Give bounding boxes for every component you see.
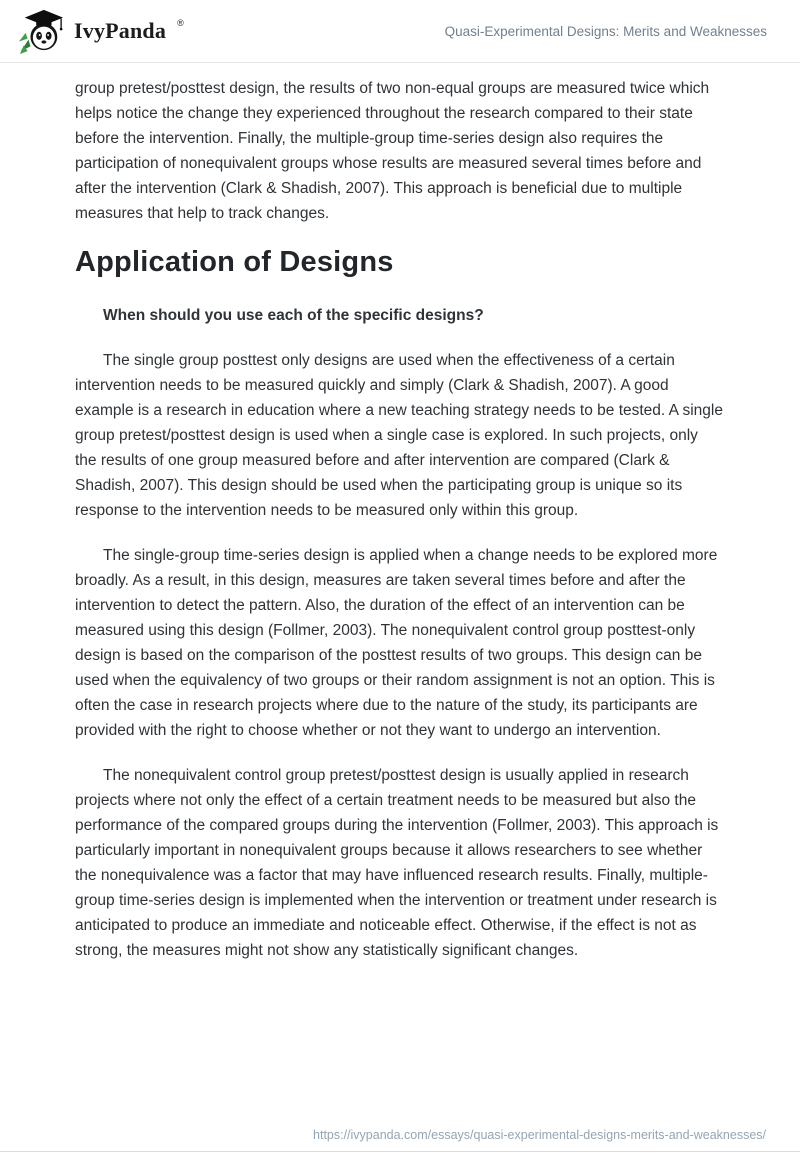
body-paragraph-3: The nonequivalent control group pretest/posttest design is usually applied in research projects where not only the effect of a certain treatment needs to be measured but also the performance of the compared groups during the intervention (Follmer, 2003). This approach is particularly important in nonequivalent groups because it allows researchers to see whether the nonequivalence was a factor that may have influenced research results. Finally, multiple-group time-series design is implemented when the intervention or treatment under research is anticipated to produce an immediate and noticeable effect. Otherwise, if the effect is not as strong, the measures might not show any statistically significant changes.	[75, 767, 719, 959]
registered-mark: ®	[177, 18, 184, 28]
footer-divider	[0, 1151, 800, 1160]
ivypanda-logo-icon	[18, 7, 64, 55]
body-paragraph-2: The single-group time-series design is applied when a change needs to be explored more broadly. As a result, in this design, measures are taken several times before and after the intervention to detect the pattern. Also, the duration of the effect of an intervention can be measured using this design (Follmer, 2003). The nonequivalent control group posttest-only design is based on the comparison of the posttest results of two groups. This design can be used when the equivalency of two groups or their random assignment is not an option. This is often the case in research projects where due to the nature of the study, its participants are provided with the right to choose whether or not they want to undergo an intervention.	[75, 547, 718, 739]
brand-name: IvyPanda	[74, 18, 167, 43]
section-heading: Application of Designs	[75, 246, 394, 278]
page-footer	[0, 1128, 800, 1160]
source-url[interactable]: https://ivypanda.com/essays/quasi-experimental-designs-merits-and-weaknesses/	[313, 1128, 766, 1142]
question-paragraph: When should you use each of the specific designs?	[103, 307, 484, 324]
document-title: Quasi-Experimental Designs: Merits and Weaknesses	[444, 23, 767, 39]
page-header	[0, 0, 800, 63]
body-paragraph-1: The single group posttest only designs are used when the effectiveness of a certain intervention needs to be measured quickly and simply (Clark & Shadish, 2007). A good example is a research in education where a new teaching strategy needs to be tested. A single group pretest/posttest design is used when a single case is explored. In such projects, only the results of one group measured before and after intervention are compared (Clark & Shadish, 2007). This design should be used when the participating group is unique so its response to the intervention needs to be measured only within this group.	[75, 352, 723, 519]
article-content	[0, 63, 800, 963]
brand[interactable]	[18, 7, 184, 55]
intro-paragraph: group pretest/posttest design, the results of two non-equal groups are measured twice which helps notice the change they experienced throughout the research compared to their state before the intervention. Finally, the multiple-group time-series design also requires the participation of nonequivalent groups whose results are measured several times before and after the intervention (Clark & Shadish, 2007). This approach is beneficial due to multiple measures that help to track changes.	[75, 80, 710, 222]
